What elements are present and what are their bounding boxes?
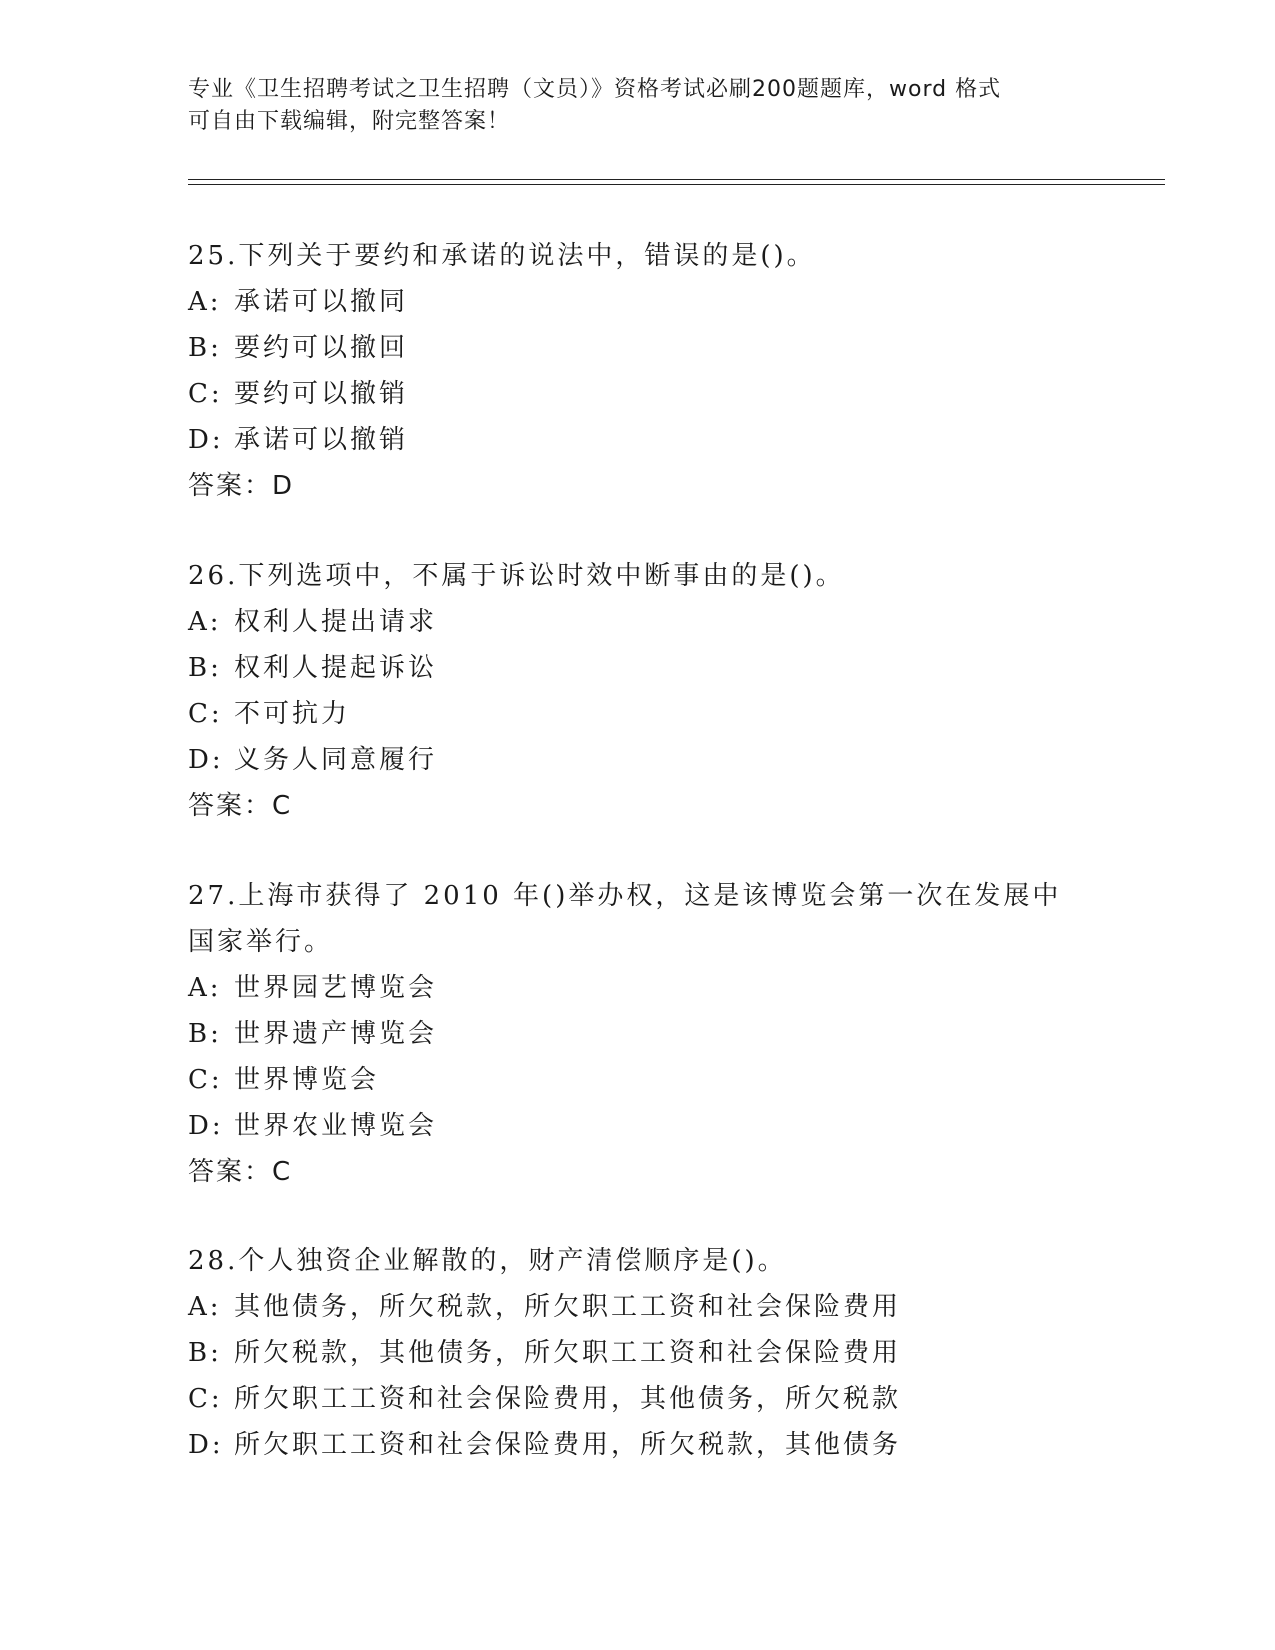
- option-d: [188, 1422, 1088, 1468]
- question-stem: 27.上海市获得了 2010 年()举办权，这是该博览会第一次在发展中国家举行。: [188, 881, 1062, 957]
- option-letter: B:: [188, 1019, 222, 1049]
- answer-key: 答案：D: [188, 471, 295, 501]
- option-a: [188, 1284, 1088, 1330]
- document-header: [188, 74, 1068, 138]
- option-c: [188, 1376, 1088, 1422]
- option-text: 其他债务，所欠税款，所欠职工工资和社会保险费用: [234, 1292, 902, 1322]
- option-text: 要约可以撤销: [234, 379, 409, 409]
- option-letter: B:: [188, 653, 222, 683]
- option-text: 义务人同意履行: [234, 745, 438, 775]
- option-text: 世界遗产博览会: [234, 1019, 438, 1049]
- option-letter: A:: [188, 1292, 222, 1322]
- option-letter: A:: [188, 973, 222, 1003]
- option-text: 要约可以撤回: [234, 333, 409, 363]
- option-text: 所欠职工工资和社会保险费用，其他债务，所欠税款: [234, 1384, 902, 1414]
- option-text: 所欠职工工资和社会保险费用，所欠税款，其他债务: [234, 1430, 902, 1460]
- option-b: [188, 1011, 1088, 1057]
- answer-key: 答案：C: [188, 791, 293, 821]
- option-d: [188, 1103, 1088, 1149]
- option-c: [188, 691, 1088, 737]
- option-d: [188, 417, 1088, 463]
- option-text: 承诺可以撤销: [234, 425, 409, 455]
- option-letter: D:: [188, 745, 224, 775]
- question-stem: 25.下列关于要约和承诺的说法中，错误的是()。: [188, 241, 816, 271]
- option-a: [188, 965, 1088, 1011]
- option-b: [188, 1330, 1088, 1376]
- option-letter: C:: [188, 699, 223, 729]
- option-text: 世界园艺博览会: [234, 973, 438, 1003]
- option-text: 权利人提起诉讼: [234, 653, 438, 683]
- option-text: 权利人提出请求: [234, 607, 438, 637]
- option-letter: D:: [188, 1430, 224, 1460]
- option-c: [188, 371, 1088, 417]
- option-letter: D:: [188, 1111, 224, 1141]
- header-divider-bottom: [188, 184, 1165, 185]
- option-letter: D:: [188, 425, 224, 455]
- option-a: [188, 279, 1088, 325]
- option-text: 世界农业博览会: [234, 1111, 438, 1141]
- option-letter: C:: [188, 379, 223, 409]
- option-letter: A:: [188, 607, 222, 637]
- option-letter: B:: [188, 333, 222, 363]
- option-letter: C:: [188, 1384, 223, 1414]
- option-d: [188, 737, 1088, 783]
- header-title-line-1: 专业《卫生招聘考试之卫生招聘（文员）》资格考试必刷200题题库，word 格式: [188, 77, 1002, 102]
- option-text: 所欠税款，其他债务，所欠职工工资和社会保险费用: [234, 1338, 902, 1368]
- option-b: [188, 325, 1088, 371]
- option-letter: A:: [188, 287, 222, 317]
- option-letter: B:: [188, 1338, 222, 1368]
- question-25: [188, 233, 1088, 509]
- option-text: 承诺可以撤同: [234, 287, 409, 317]
- option-letter: C:: [188, 1065, 223, 1095]
- question-27: [188, 873, 1088, 1195]
- question-26: [188, 553, 1088, 829]
- question-stem: 26.下列选项中，不属于诉讼时效中断事由的是()。: [188, 561, 845, 591]
- option-text: 世界博览会: [234, 1065, 380, 1095]
- option-a: [188, 599, 1088, 645]
- option-c: [188, 1057, 1088, 1103]
- answer-key: 答案：C: [188, 1157, 293, 1187]
- question-28: [188, 1238, 1088, 1468]
- option-text: 不可抗力: [234, 699, 351, 729]
- header-title-line-2: 可自由下载编辑，附完整答案！: [188, 109, 511, 134]
- option-b: [188, 645, 1088, 691]
- header-divider-top: [188, 179, 1165, 180]
- question-stem: 28.个人独资企业解散的，财产清偿顺序是()。: [188, 1246, 787, 1276]
